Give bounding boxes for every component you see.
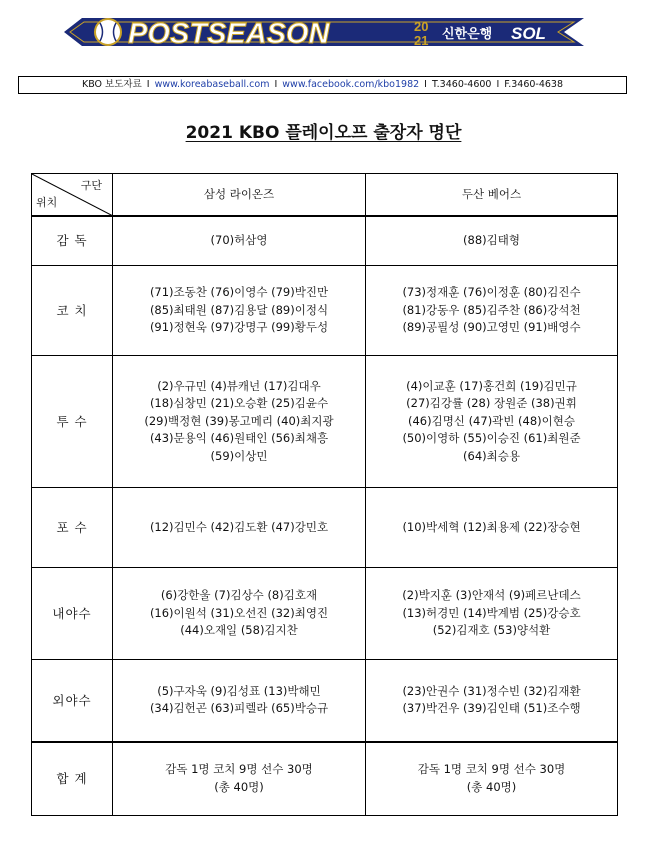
roster-line: (18)심창민 (21)오승환 (25)김윤수 [149,396,329,411]
roster-line: (88)김태형 [463,233,520,247]
team1-cell [113,266,366,356]
team2-cell [366,266,618,356]
roster-line: (5)구자욱 (9)김성표 (13)박해민 [157,683,321,698]
roster-line: (2)우규민 (4)뷰캐넌 (17)김대우 [157,378,321,393]
facebook-link[interactable]: www.facebook.com/kbo1982 [282,79,420,90]
roster-line: (52)김재호 (53)양석환 [432,623,551,638]
banner-sponsor-brand: SOL [511,24,546,43]
roster-line: (59)이상민 [210,448,268,463]
banner-year-bottom: 21 [414,33,429,48]
banner-year-top: 20 [414,19,429,34]
roster-line: (29)백정현 (39)몽고메리 (40)최지광 [144,413,334,428]
roster-line: (2)박지훈 (3)안재석 (9)페르난데스 [402,588,581,603]
postseason-banner-graphic [64,12,584,52]
team1-total-cell [113,742,366,816]
roster-line: (13)허경민 (14)박계범 (25)강승호 [402,605,581,620]
table-row [32,266,618,356]
baseball-icon [95,19,121,45]
table-row [32,568,618,660]
roster-line: (23)안권수 (31)정수빈 (32)김재환 [402,683,581,698]
position-cell: 포 수 [32,488,113,568]
position-cell: 합 계 [32,742,113,816]
total-line: (총 40명) [466,779,517,794]
position-cell: 내야수 [32,568,113,660]
roster-table [31,173,618,816]
roster-line: (16)이원석 (31)오선진 (32)최영진 [149,605,329,620]
roster-line: (50)이영하 (55)이승진 (61)최원준 [402,431,581,446]
roster-line: (73)정재훈 (76)이정훈 (80)김진수 [402,285,581,300]
table-row [32,356,618,488]
roster-line: (71)조동찬 (76)이영수 (79)박진만 [149,285,329,300]
table-row [32,216,618,266]
roster-line: (12)김민수 (42)김도환 (47)강민호 [149,519,329,534]
corner-label-team: 구단 [80,179,102,192]
roster-line: (89)공필성 (90)고영민 (91)배영수 [402,320,581,335]
roster-line: (46)김명신 (47)곽빈 (48)이현승 [407,413,575,428]
roster-line: (27)김강률 (28) 장원준 (38)권휘 [406,396,577,411]
team2-cell [366,356,618,488]
fax-number: F.3460-4638 [504,79,564,90]
banner-title: POSTSEASON [128,18,330,50]
position-cell: 외야수 [32,660,113,742]
org-label: KBO 보도자료 [81,79,142,90]
team2-header: 두산 베어스 [366,174,618,216]
team2-cell [366,568,618,660]
team2-total-cell [366,742,618,816]
total-line: 감독 1명 코치 9명 선수 30명 [417,762,566,777]
table-header-row [32,174,618,216]
table-row [32,660,618,742]
roster-line: (44)오재일 (58)김지찬 [180,623,298,638]
roster-line: (85)최태원 (87)김용달 (89)이정식 [149,302,329,317]
postseason-banner [64,12,584,52]
roster-line: (43)문용익 (46)원태인 (56)최채흥 [149,431,329,446]
website-link[interactable]: www.koreabaseball.com [154,79,270,90]
team1-cell [113,216,366,266]
team2-cell [366,488,618,568]
corner-cell [32,174,113,216]
press-info-bar: KBO 보도자료 I www.koreabaseball.com I www.facebook.com/kbo1982 I T.3460-4600 I F.3460-4638 [18,76,627,94]
position-cell: 투 수 [32,356,113,488]
roster-line: (70)허삼영 [210,233,268,247]
total-line: (총 40명) [214,779,264,794]
total-line: 감독 1명 코치 9명 선수 30명 [165,762,313,777]
team1-cell [113,356,366,488]
team2-cell [366,216,618,266]
page-title: 2021 KBO 플레이오프 출장자 명단 [185,123,462,143]
roster-line: (34)김헌곤 (63)피렐라 (65)박승규 [149,701,329,716]
tel-number: T.3460-4600 [431,79,492,90]
roster-line: (6)강한울 (7)김상수 (8)김호재 [160,588,318,603]
table-row [32,488,618,568]
roster-line: (91)정현욱 (97)강명구 (99)황두성 [149,320,329,335]
roster-line: (10)박세혁 (12)최용제 (22)장승현 [402,519,581,534]
roster-line: (37)박건우 (39)김인태 (51)조수행 [402,701,581,716]
team1-header: 삼성 라이온즈 [113,174,366,216]
team1-cell [113,660,366,742]
position-cell: 코 치 [32,266,113,356]
total-row [32,742,618,816]
corner-label-position: 위치 [36,196,58,209]
roster-line: (64)최승용 [463,448,520,463]
team1-cell [113,488,366,568]
position-cell: 감 독 [32,216,113,266]
roster-line: (81)강동우 (85)김주찬 (86)강석천 [402,302,581,317]
banner-sponsor: 신한은행 [442,27,493,42]
roster-line: (4)이교훈 (17)홍건희 (19)김민규 [406,378,577,393]
team2-cell [366,660,618,742]
team1-cell [113,568,366,660]
